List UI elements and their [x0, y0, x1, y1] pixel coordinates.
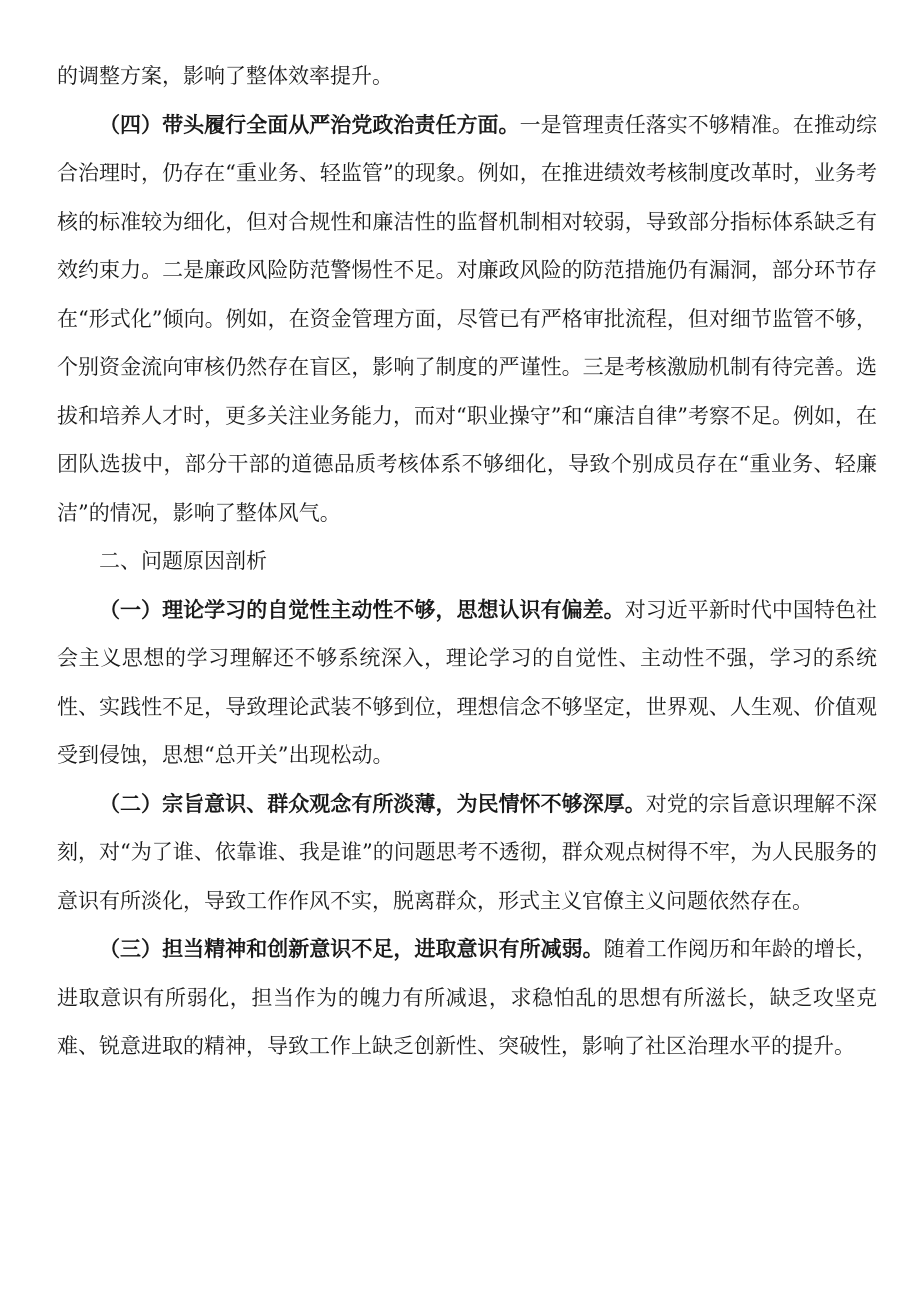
paragraph-lead: （一）理论学习的自觉性主动性不够，思想认识有偏差。 — [99, 597, 625, 622]
paragraph-text: 一是管理责任落实不够精准。在推动综合治理时，仍存在“重业务、轻监管”的现象。例如，在推进绩效考核制度改革时，业务考核的标准较为细化，但对合规性和廉洁性的监督机制相对较弱，导致部分指标体系缺乏有效约束力。二是廉政风险防范警惕性不足。对廉政风险的防范措施仍有漏洞，部分环节存在“形式化”倾向。例如，在资金管理方面，尽管已有严格审批流程，但对细节监管不够，个别资金流向审核仍然存在盲区，影响了制度的严谨性。三是考核激励机制有待完善。选拔和培养人才时，更多关注业务能力，而对“职业操守”和“廉洁自律”考察不足。例如，在团队选拔中，部分干部的道德品质考核体系不够细化，导致个别成员存在“重业务、轻廉洁”的情况，影响了整体风气。 — [57, 112, 878, 525]
paragraph-lead: （三）担当精神和创新意识不足，进取意识有所减弱。 — [99, 937, 604, 961]
document-body — [57, 52, 877, 1071]
paragraph-cause-2 — [57, 780, 877, 926]
paragraph-text: 随着工作阅历和年龄的增长，进取意识有所弱化，担当作为的魄力有所减退，求稳怕乱的思想有所滋长，缺乏攻坚克难、锐意进取的精神，导致工作上缺乏创新性、突破性，影响了社区治理水平的提升。 — [57, 937, 878, 1058]
paragraph-text: 对党的宗旨意识理解不深刻，对“为了谁、依靠谁、我是谁”的问题思考不透彻，群众观点树得不牢，为人民服务的意识有所淡化，导致工作作风不实，脱离群众，形式主义官僚主义问题依然存在。 — [57, 791, 878, 913]
heading-text: 二、问题原因剖析 — [99, 549, 267, 573]
paragraph-text: 的调整方案，影响了整体效率提升。 — [57, 64, 393, 88]
section-heading — [57, 537, 877, 586]
paragraph-section-4 — [57, 101, 877, 538]
paragraph-lead: （二）宗旨意识、群众观念有所淡薄，为民情怀不够深厚。 — [99, 791, 646, 816]
paragraph-lead: （四）带头履行全面从严治党政治责任方面。 — [99, 112, 520, 137]
paragraph-continuation — [57, 52, 877, 101]
paragraph-cause-1 — [57, 586, 877, 780]
paragraph-cause-3 — [57, 925, 877, 1071]
paragraph-text: 对习近平新时代中国特色社会主义思想的学习理解还不够系统深入，理论学习的自觉性、主动性不强，学习的系统性、实践性不足，导致理论武装不够到位，理想信念不够坚定，世界观、人生观、价值观受到侵蚀，思想“总开关”出现松动。 — [57, 597, 878, 767]
